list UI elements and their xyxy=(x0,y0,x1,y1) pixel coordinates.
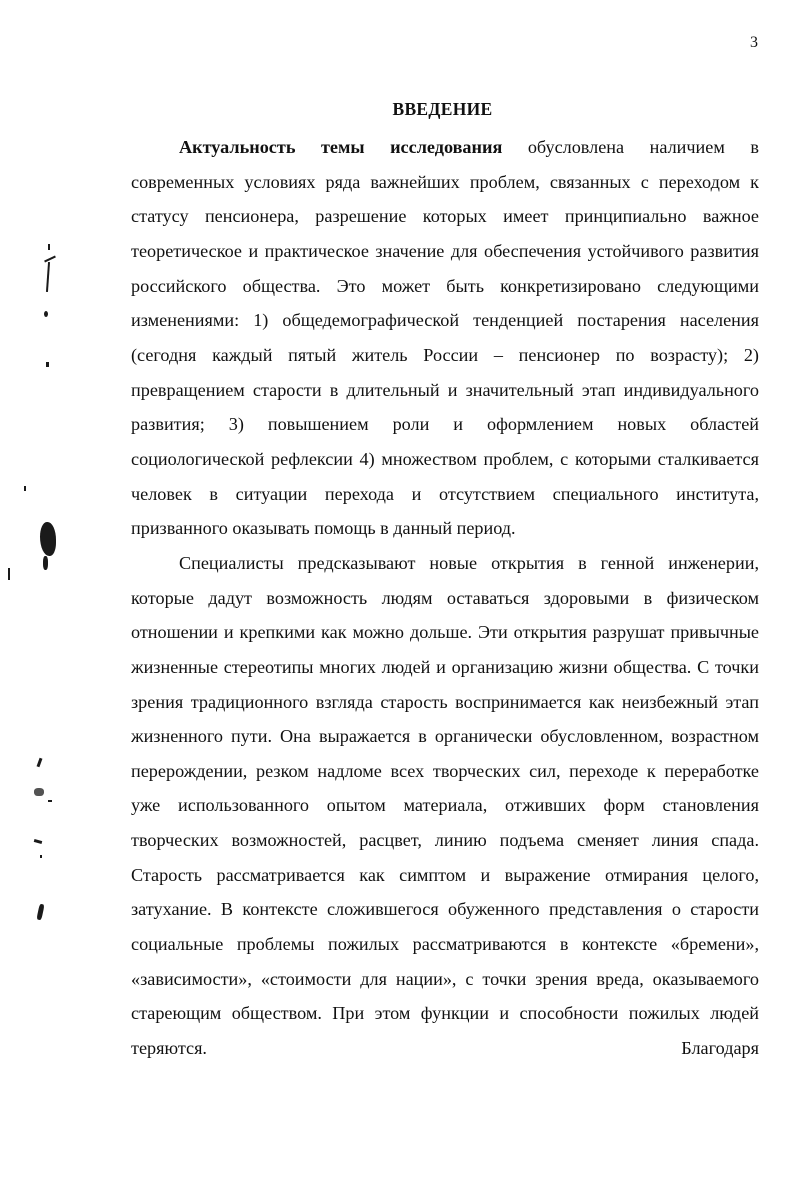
paragraph-lead-bold: Актуальность темы исследования xyxy=(179,137,503,157)
scan-speck xyxy=(48,244,50,250)
scan-speck xyxy=(36,904,44,921)
scan-speck xyxy=(44,311,48,317)
scan-speck xyxy=(48,800,52,802)
scan-speck xyxy=(46,262,50,292)
scan-speck xyxy=(40,522,56,556)
body-text xyxy=(131,130,759,1066)
page-number: 3 xyxy=(750,34,758,51)
scan-speck xyxy=(40,855,42,858)
scan-speck xyxy=(46,362,49,367)
scan-speck xyxy=(34,788,44,796)
paragraph-specialists xyxy=(131,546,759,1066)
section-heading: ВВЕДЕНИЕ xyxy=(392,99,493,119)
scan-speck xyxy=(37,758,43,767)
paragraph-text: обусловлена наличием в современных условиях ряда важнейших проблем, связанных с переходом к статусу пенсионера, разрешение которых имеет принципиально важное теоретическое и практическое значение для обеспечения устойчивого развития российского общества. Это может быть конкретизировано следующими изменениями: 1) общедемографической тенденцией постарения населения (сегодня каждый пятый житель России – пенсионер по возрасту); 2) превращением старости в длительный и значительный этап индивидуального развития; 3) повышением роли и оформлением новых областей социологической рефлексии 4) множеством проблем, с которыми сталкивается человек в ситуации перехода и отсутствием специального института, призванного оказывать помощь в данный период. xyxy=(131,137,759,539)
scan-speck xyxy=(24,486,26,491)
paragraph-relevance xyxy=(131,130,759,546)
paragraph-text: Специалисты предсказывают новые открытия в генной инженерии, которые дадут возможность людям оставаться здоровыми в физическом отношении и крепкими как можно дольше. Эти открытия разрушат привычные жизненные стереотипы многих людей и организацию жизни общества. С точки зрения традиционного взгляда старость воспринимается как неизбежный этап жизненного пути. Она выражается в органически обусловленном, возрастном перерождении, резком надломе всех творческих сил, переходе к переработке уже использованного опытом материала, отживших форм становления творческих возможностей, расцвет, линию подъема сменяет линия спада. Старость рассматривается как симптом и выражение отмирания целого, затухание. В контексте сложившегося обуженного представления о старости социальные проблемы пожилых рассматриваются в контексте «бремени», «зависимости», «стоимости для нации», с точки зрения вреда, оказываемого стареющим обществом. При этом функции и способности пожилых людей теряются. Благодаря xyxy=(131,552,759,1059)
scan-speck xyxy=(8,568,10,580)
scan-speck xyxy=(34,839,43,844)
scan-speck xyxy=(43,556,48,570)
